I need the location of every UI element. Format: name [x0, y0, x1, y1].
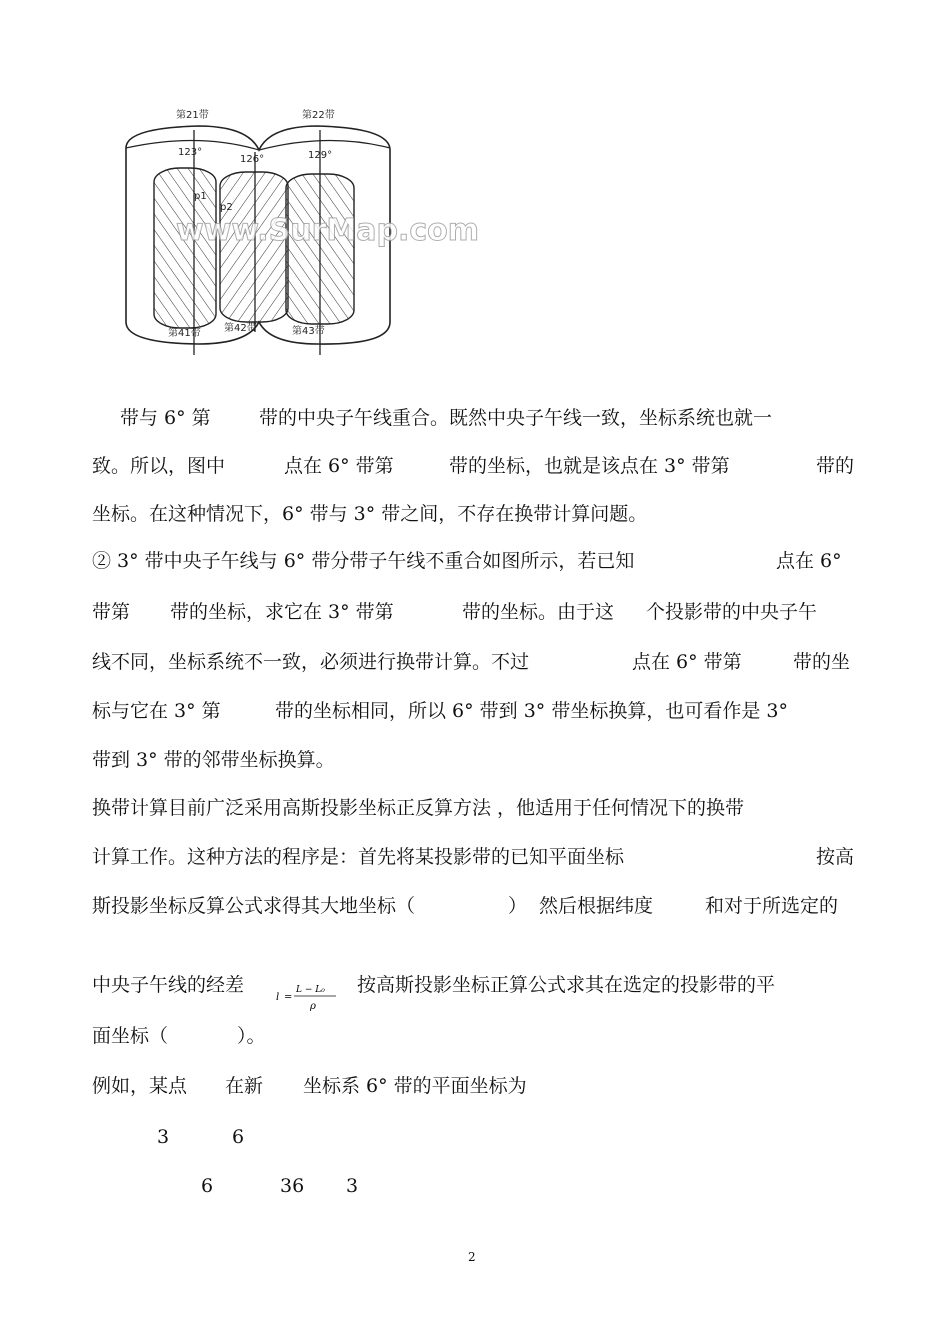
text-segment: 然后根据纬度: [539, 895, 654, 917]
text-line: [0, 1016, 950, 1056]
page-number: 2: [468, 1250, 476, 1264]
zone-bottom-left-label: 第41带: [168, 328, 201, 339]
text-segment: 线不同，坐标系统不一致，必须进行换带计算。不过: [92, 651, 530, 673]
text-segment: 3: [157, 1126, 170, 1148]
text-segment: 带第: [92, 601, 131, 623]
text-segment: 坐标。在这种情况下，6° 带与 3° 带之间，不存在换带计算问题。: [92, 503, 648, 525]
text-segment: 3: [346, 1175, 359, 1197]
text-segment: 带的坐: [793, 651, 851, 673]
text-segment: ② 3° 带中央子午线与 6° 带分带子午线不重合如图所示，若已知: [92, 550, 635, 572]
text-segment: 带的坐标。由于这: [462, 601, 615, 623]
zone-bottom-mid-label: 第42带: [224, 323, 257, 334]
text-segment: 带与 6° 第: [120, 407, 211, 429]
zone-bottom-right-label: 第43带: [292, 326, 325, 337]
text-line: [0, 886, 950, 926]
text-line: [0, 837, 950, 877]
text-segment: 带到 3° 带的邻带坐标换算。: [92, 749, 335, 771]
text-segment: 坐标系 6° 带的平面坐标为: [303, 1075, 527, 1097]
text-segment: 带的坐标，也就是该点在 3° 带第: [449, 455, 730, 477]
text-line: [0, 446, 950, 486]
zone-top-left-label: 第21带: [176, 110, 209, 121]
text-line: [0, 398, 950, 438]
text-segment: ）。: [237, 1025, 266, 1047]
text-segment: 按高: [816, 846, 855, 868]
text-segment: 中央子午线的经差: [92, 974, 245, 996]
text-line: [0, 541, 950, 581]
text-line: [0, 740, 950, 780]
text-segment: 标与它在 3° 第: [92, 700, 221, 722]
text-line: [0, 788, 950, 828]
text-line: [0, 494, 950, 534]
text-line: [0, 1166, 950, 1206]
text-line: [0, 642, 950, 682]
text-segment: 带的: [816, 455, 855, 477]
text-segment: 面坐标（: [92, 1025, 169, 1047]
meridian-129-label: 129°: [308, 150, 333, 161]
text-line: [0, 691, 950, 731]
text-segment: 计算工作。这种方法的程序是：首先将某投影带的已知平面坐标: [92, 846, 625, 868]
text-segment: 6: [232, 1126, 245, 1148]
text-segment: 例如，某点: [92, 1075, 188, 1097]
text-segment: 点在 6° 带第: [632, 651, 742, 673]
zone-diagram: [118, 100, 480, 362]
text-segment: 个投影带的中央子午: [646, 601, 818, 623]
point-p2-label: p2: [220, 202, 233, 213]
longitude-difference-formula: [276, 982, 338, 1016]
text-segment: 带的中央子午线重合。既然中央子午线一致，坐标系统也就一: [259, 407, 773, 429]
text-line: [0, 1066, 950, 1106]
text-segment: 带的坐标相同，所以 6° 带到 3° 带坐标换算，也可看作是 3°: [275, 700, 788, 722]
text-segment: 6: [201, 1175, 214, 1197]
text-segment: 斯投影坐标反算公式求得其大地坐标（: [92, 895, 416, 917]
text-segment: ）: [508, 895, 528, 917]
text-segment: 带的坐标，求它在 3° 带第: [170, 601, 394, 623]
text-line: [0, 1117, 950, 1157]
formula-svg: [276, 982, 338, 1016]
text-segment: 在新: [225, 1075, 264, 1097]
text-line: [0, 592, 950, 632]
meridian-126-label: 126°: [240, 154, 265, 165]
text-segment: 按高斯投影坐标正算公式求其在选定的投影带的平: [357, 974, 776, 996]
meridian-123-label: 123°: [178, 147, 203, 158]
watermark: www.SurMap.com: [176, 213, 480, 248]
formula-denominator: ρ: [310, 1001, 316, 1012]
formula-equals: =: [284, 992, 293, 1003]
zone-top-right-label: 第22带: [302, 110, 335, 121]
text-segment: 点在 6° 带第: [284, 455, 394, 477]
text-segment: 和对于所选定的: [705, 895, 839, 917]
point-p1-label: p1: [194, 191, 207, 202]
text-segment: 36: [280, 1175, 305, 1197]
zone-diagram-svg: [118, 100, 480, 362]
text-segment: 致。所以，图中: [92, 455, 226, 477]
formula-numerator: L − L₀: [296, 985, 325, 995]
text-line: [0, 965, 950, 1005]
text-segment: 换带计算目前广泛采用高斯投影坐标正反算方法 ，他适用于任何情况下的换带: [92, 797, 745, 819]
text-segment: 点在 6°: [776, 550, 842, 572]
formula-lhs: l: [276, 992, 280, 1003]
